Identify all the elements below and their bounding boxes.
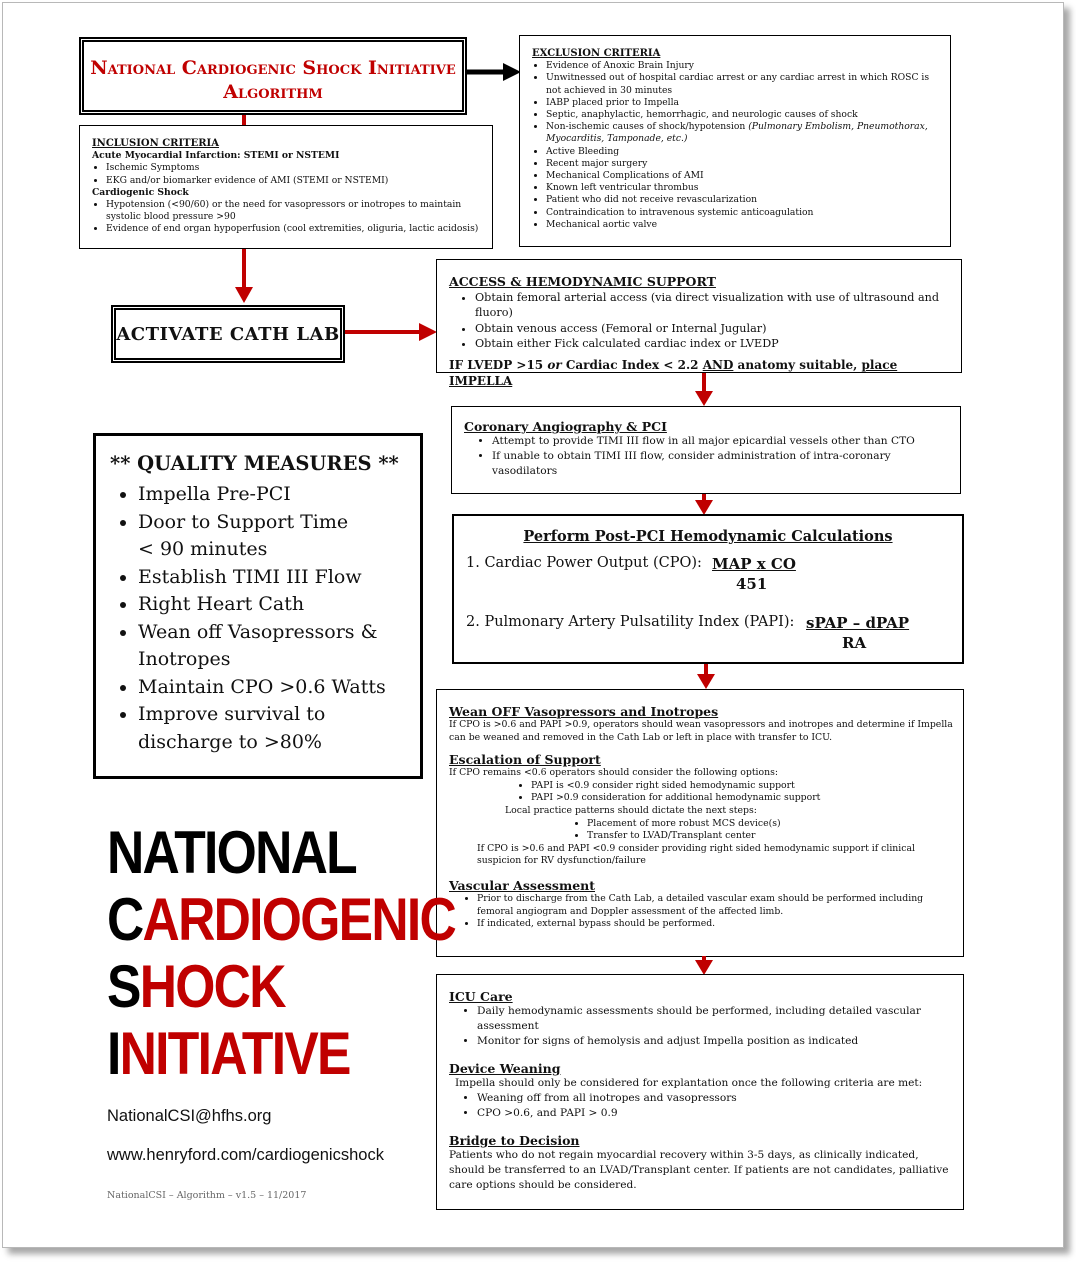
title-box (79, 37, 467, 115)
post-pci-box (452, 514, 964, 664)
device-weaning-list (449, 1091, 953, 1121)
wean-text: If CPO is >0.6 and PAPI >0.9, operators should wean vasopressors and inotropes and determine if Impella can be weaned and removed in the Cath Lab or left in place with transfer to ICU. (449, 719, 953, 743)
cpo-denominator: 451 (736, 575, 768, 593)
shock-list (92, 199, 484, 236)
list-item: • PAPI is <0.9 consider right sided hemodynamic support (531, 780, 953, 793)
rule-place-impella: place IMPELLA (449, 357, 898, 388)
list-item: • Daily hemodynamic assessments should be performed, including detailed vascular assessment (477, 1004, 953, 1034)
arrow-to-exclusion (467, 61, 521, 83)
icu-box (436, 974, 964, 1210)
cath-lab-label: ACTIVATE CATH LAB (116, 324, 340, 345)
list-item: • Septic, anaphylactic, hemorrhagic, and neurologic causes of shock (546, 109, 942, 121)
list-item: • If unable to obtain TIMI III flow, consider administration of intra-coronary vasodilators (492, 449, 950, 479)
list-item: • If indicated, external bypass should be performed. (477, 918, 953, 931)
local-practice-list (449, 818, 953, 843)
papi-numerator: sPAP – dPAP (806, 614, 910, 632)
post-pci-heading: Perform Post-PCI Hemodynamic Calculations (523, 528, 893, 545)
device-weaning-text: Impella should only be considered for explantation once the following criteria are met: (455, 1077, 923, 1089)
list-item: • Mechanical Complications of AMI (546, 170, 942, 182)
list-item: • Contraindication to intravenous systemic anticoagulation (546, 207, 942, 219)
version-footer: NationalCSI – Algorithm – v1.5 – 11/2017 (107, 1190, 307, 1201)
rule-text: IF LVEDP >15 (449, 357, 548, 372)
list-item: • Evidence of Anoxic Brain Injury (546, 60, 942, 72)
rule-or: or (547, 357, 562, 372)
list-item (546, 121, 942, 145)
inclusion-box (79, 125, 493, 249)
list-item: • Patient who did not receive revascularization (546, 194, 942, 206)
list-item-italic: (Pulmonary Embolism, Pneumothorax, Myocarditis, Tamponade, etc.) (546, 121, 928, 145)
list-item: • Mechanical aortic valve (546, 219, 942, 231)
local-practice-text: Local practice patterns should dictate the next steps: (505, 804, 757, 816)
activate-cath-lab-box (111, 305, 345, 363)
list-item: • Ischemic Symptoms (106, 162, 484, 174)
escalation-heading: Escalation of Support (449, 752, 601, 768)
arrow-to-cath-lab (233, 249, 255, 305)
logo-line-initiative (107, 1020, 455, 1087)
list-item: • Right Heart Cath (138, 591, 410, 619)
inclusion-heading: INCLUSION CRITERIA (92, 138, 219, 149)
rule-text: Cardiac Index < 2.2 (561, 357, 703, 372)
exclusion-box (519, 35, 951, 247)
escalation-text: If CPO remains <0.6 operators should consider the following options: (449, 767, 779, 779)
arrow-to-wean (695, 664, 717, 690)
arrow-to-access (345, 321, 437, 343)
access-box (436, 259, 962, 388)
logo-line-national: NATIONAL (107, 819, 356, 886)
logo-letter: S (107, 953, 140, 1020)
list-item: • CPO >0.6, and PAPI > 0.9 (477, 1106, 953, 1121)
list-item: • PAPI >0.9 consideration for additional hemodynamic support (531, 792, 953, 805)
logo-line-shock (107, 953, 455, 1020)
list-item: • EKG and/or biomarker evidence of AMI (STEMI or NSTEMI) (106, 175, 484, 187)
list-item: • Evidence of end organ hypoperfusion (cool extremities, oliguria, lactic acidosis) (106, 223, 484, 235)
access-heading: ACCESS & HEMODYNAMIC SUPPORT (449, 274, 716, 289)
list-item-text: Non-ischemic causes of shock/hypotension (546, 121, 746, 133)
ncsi-logo (107, 819, 455, 1087)
list-item: • Weaning off from all inotropes and vasopressors (477, 1091, 953, 1106)
cpo-numerator: MAP x CO (712, 555, 796, 573)
coronary-heading: Coronary Angiography & PCI (464, 419, 667, 434)
logo-word: ARDIOGENIC (142, 886, 456, 953)
document-page (2, 2, 1064, 1248)
icu-list (449, 1004, 953, 1049)
access-list (449, 290, 951, 352)
list-item: • Wean off Vasopressors & Inotropes (138, 619, 410, 674)
quality-heading: ** QUALITY MEASURES ** (110, 452, 399, 475)
exclusion-heading: EXCLUSION CRITERIA (532, 48, 661, 59)
rule-and: AND (702, 357, 734, 372)
shock-label: Cardiogenic Shock (92, 186, 189, 198)
list-item: • Impella Pre-PCI (138, 481, 410, 509)
quality-list (110, 481, 410, 756)
list-item: • Obtain femoral arterial access (via direct visualization with use of ultrasound and fluoro) (475, 290, 951, 321)
vascular-list (449, 893, 953, 931)
contact-email[interactable]: NationalCSI@hfhs.org (107, 1107, 272, 1125)
list-item: • Recent major surgery (546, 158, 942, 170)
list-item: • Prior to discharge from the Cath Lab, a detailed vascular exam should be performed including femoral angiogram and Doppler assessment of the affected limb. (477, 893, 953, 918)
list-item: • Monitor for signs of hemolysis and adjust Impella position as indicated (477, 1034, 953, 1049)
list-item: • Attempt to provide TIMI III flow in all major epicardial vessels other than CTO (492, 434, 950, 449)
ami-list (92, 162, 484, 186)
vascular-heading: Vascular Assessment (449, 877, 596, 893)
title-line2: Algorithm (223, 81, 323, 103)
list-item: • Obtain venous access (Femoral or Internal Jugular) (475, 321, 951, 337)
list-item: • Placement of more robust MCS device(s) (587, 818, 953, 831)
device-weaning-heading: Device Weaning (449, 1061, 561, 1076)
quality-measures-box (93, 433, 423, 779)
list-item: • Establish TIMI III Flow (138, 564, 410, 592)
coronary-list (464, 434, 950, 479)
rule-text: anatomy suitable, (733, 357, 862, 372)
list-item: • Unwitnessed out of hospital cardiac arrest or any cardiac arrest in which ROSC is not achieved in 30 minutes (546, 72, 942, 96)
cpo-label: 1. Cardiac Power Output (CPO): (466, 555, 702, 571)
papi-label: 2. Pulmonary Artery Pulsatility Index (PAPI): (466, 614, 795, 630)
list-item: • Obtain either Fick calculated cardiac index or LVEDP (475, 336, 951, 352)
logo-line-cardiogenic (107, 886, 455, 953)
list-item: • IABP placed prior to Impella (546, 97, 942, 109)
list-item: • Hypotension (<90/60) or the need for vasopressors or inotropes to maintain systolic blood pressure >90 (106, 199, 484, 223)
title-line1: National Cardiogenic Shock Initiative (90, 57, 456, 79)
list-item: • Improve survival to discharge to >80% (138, 701, 410, 756)
contact-website[interactable]: www.henryford.com/cardiogenicshock (107, 1146, 384, 1164)
bridge-text: Patients who do not regain myocardial recovery within 3-5 days, as clinically indicated, should be transferred to an LVAD/Transplant center. If patients are not candidates, palliative care options should be considered. (449, 1149, 949, 1191)
arrow-to-post-pci (693, 494, 715, 516)
list-item: • Maintain CPO >0.6 Watts (138, 674, 410, 702)
logo-letter: C (107, 886, 143, 953)
list-item: • Transfer to LVAD/Transplant center (587, 830, 953, 843)
coronary-box (451, 406, 961, 494)
logo-letter: I (107, 1020, 120, 1087)
papi-denominator: RA (842, 634, 867, 652)
rv-support-text: If CPO is >0.6 and PAPI <0.9 consider providing right sided hemodynamic support if clinical suspicion for RV dysfunction/failure (477, 842, 915, 867)
escalation-list (449, 780, 953, 805)
wean-box (436, 689, 964, 957)
list-item: • Active Bleeding (546, 146, 942, 158)
arrow-to-coronary (693, 373, 715, 407)
wean-heading: Wean OFF Vasopressors and Inotropes (449, 704, 719, 719)
list-item: • Door to Support Time < 90 minutes (138, 509, 410, 564)
exclusion-list (532, 60, 942, 231)
list-item: • Known left ventricular thrombus (546, 182, 942, 194)
bridge-heading: Bridge to Decision (449, 1133, 580, 1148)
icu-heading: ICU Care (449, 989, 513, 1004)
logo-word: NITIATIVE (119, 1020, 350, 1087)
logo-word: HOCK (139, 953, 285, 1020)
ami-label: Acute Myocardial Infarction: STEMI or NSTEMI (92, 150, 340, 162)
arrow-to-icu (693, 956, 715, 976)
